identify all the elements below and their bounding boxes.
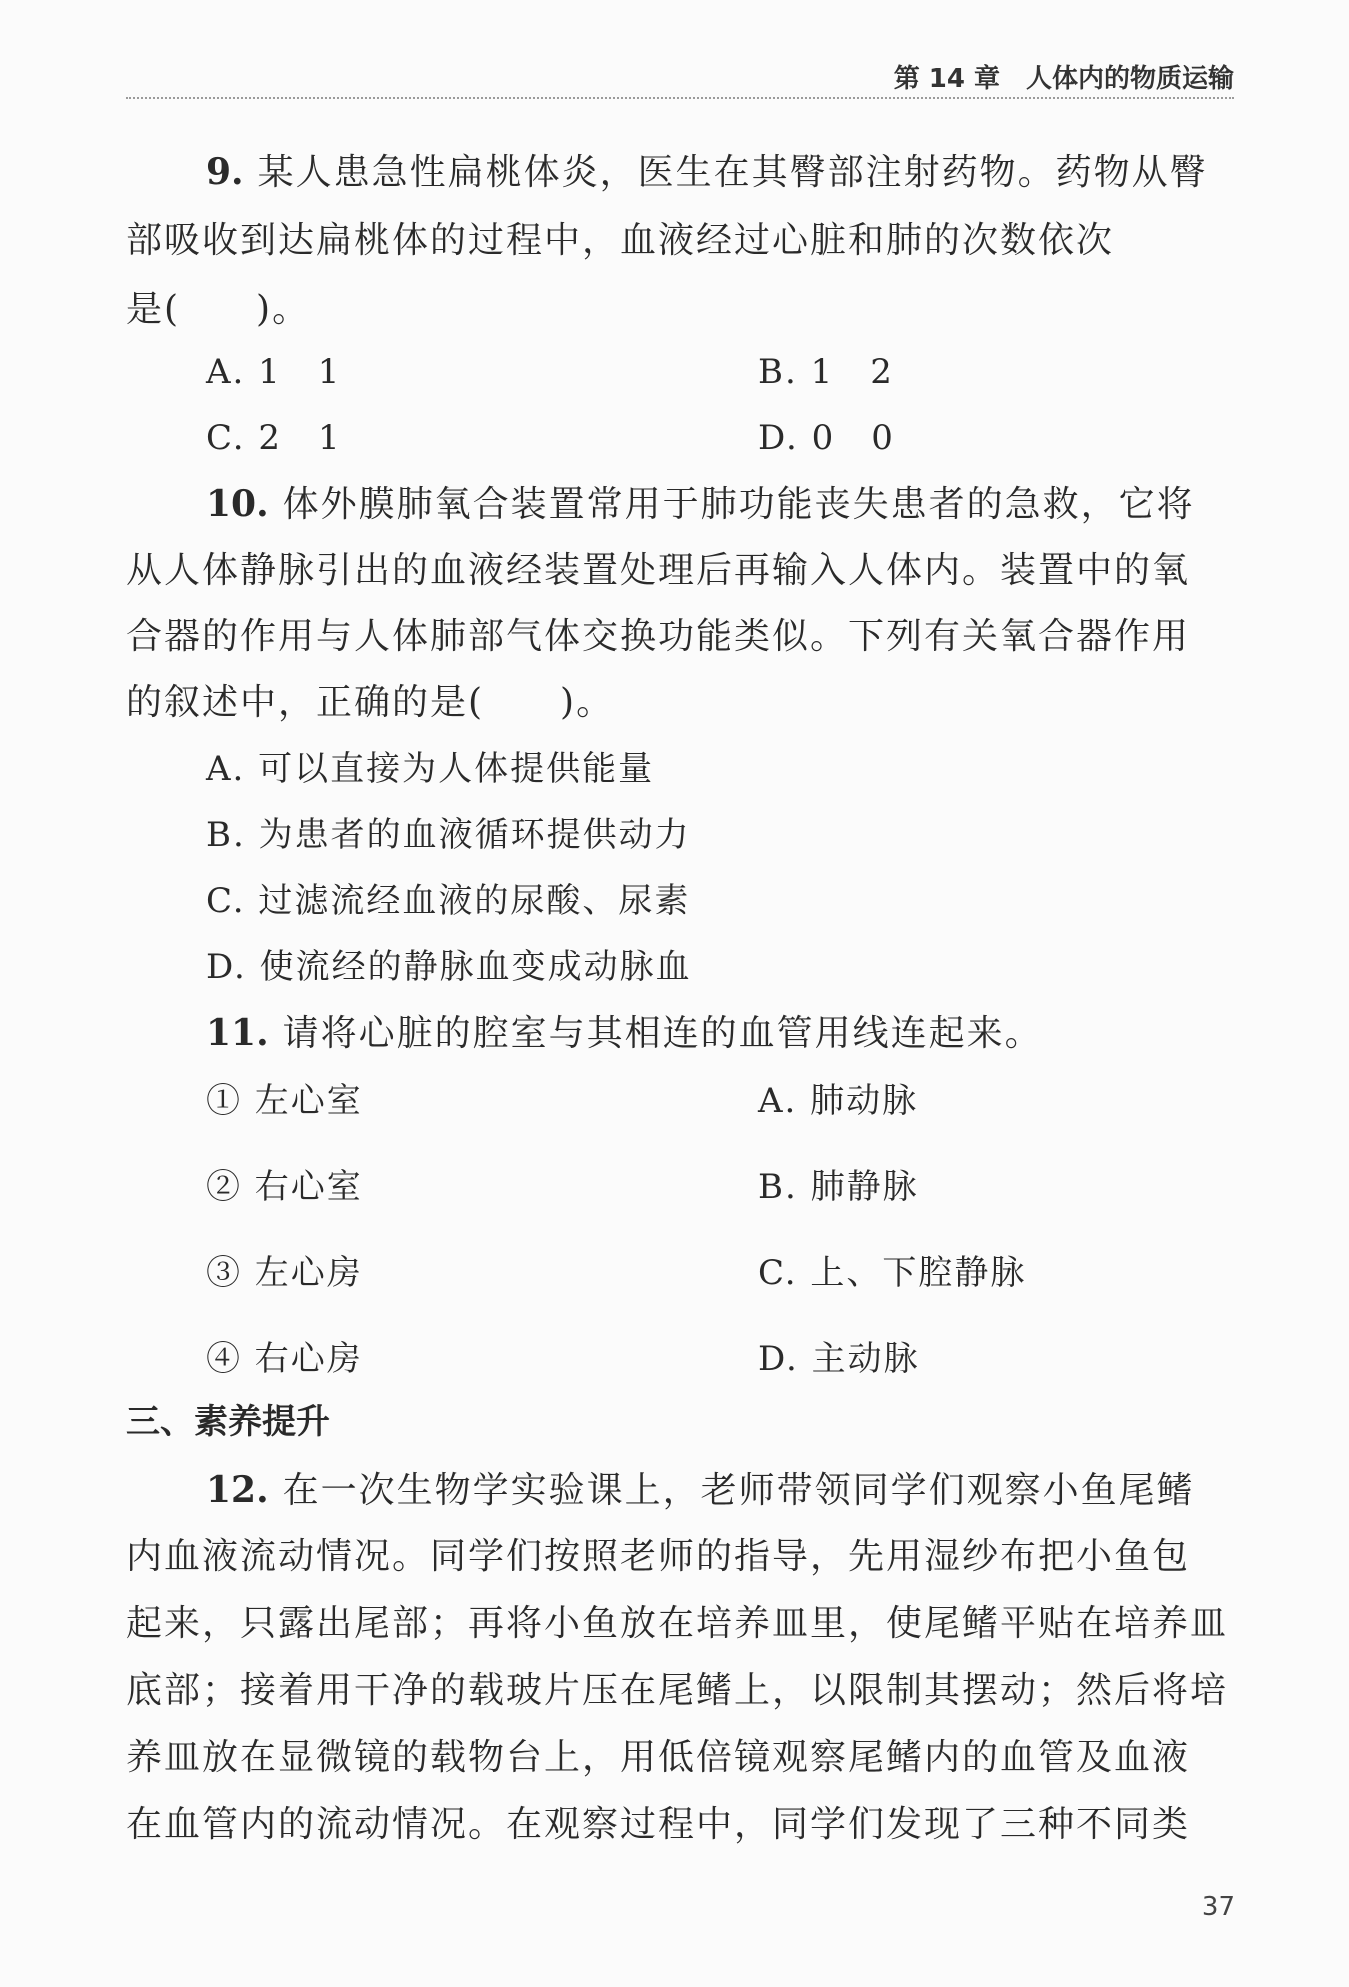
vessel-item: C. 上、下腔静脉 — [758, 1253, 1027, 1293]
chapter-title: 人体内的物质运输 — [1025, 64, 1234, 94]
question-text: 是( )。 — [126, 289, 311, 330]
chamber-item: ② 右心室 — [206, 1167, 363, 1207]
question-text: 内血液流动情况。同学们按照老师的指导，先用湿纱布把小鱼包 — [126, 1536, 1191, 1577]
question-number: 10. — [206, 483, 269, 525]
question-text: 部吸收到达扁桃体的过程中，血液经过心脏和肺的次数依次 — [126, 220, 1115, 261]
vessel-item: D. 主动脉 — [758, 1339, 920, 1379]
page-number: 37 — [1201, 1892, 1235, 1922]
question-text: 底部；接着用干净的载玻片压在尾鳍上，以限制其摆动；然后将培 — [126, 1670, 1229, 1711]
option-a: A. 可以直接为人体提供能量 — [206, 749, 655, 789]
question-text: 养皿放在显微镜的载物台上，用低倍镜观察尾鳍内的血管及血液 — [126, 1737, 1191, 1778]
option-b: B. 1 2 — [758, 352, 894, 392]
section-heading: 三、素养提升 — [126, 1402, 330, 1442]
question-text: 在一次生物学实验课上，老师带领同学们观察小鱼尾鳍 — [282, 1470, 1195, 1511]
question-text: 从人体静脉引出的血液经装置处理后再输入人体内。装置中的氧 — [126, 550, 1191, 591]
header-rule — [126, 97, 1234, 99]
question-number: 12. — [206, 1469, 269, 1511]
question-number: 11. — [206, 1012, 269, 1054]
question-text: 合器的作用与人体肺部气体交换功能类似。下列有关氧合器作用 — [126, 616, 1191, 657]
option-c: C. 过滤流经血液的尿酸、尿素 — [206, 881, 691, 921]
option-c: C. 2 1 — [206, 418, 342, 458]
question-text: 起来，只露出尾部；再将小鱼放在培养皿里，使尾鳍平贴在培养皿 — [126, 1603, 1229, 1644]
vessel-item: A. 肺动脉 — [758, 1081, 919, 1121]
question-text: 请将心脏的腔室与其相连的血管用线连起来。 — [282, 1013, 1043, 1054]
chamber-item: ① 左心室 — [206, 1081, 363, 1121]
question-number: 9. — [206, 151, 244, 193]
question-text: 在血管内的流动情况。在观察过程中，同学们发现了三种不同类 — [126, 1804, 1191, 1845]
question-text: 的叙述中，正确的是( )。 — [126, 682, 615, 723]
question-text: 体外膜肺氧合装置常用于肺功能丧失患者的急救，它将 — [282, 484, 1195, 525]
option-d: D. 0 0 — [758, 418, 895, 458]
vessel-item: B. 肺静脉 — [758, 1167, 919, 1207]
chamber-item: ④ 右心房 — [206, 1339, 363, 1379]
option-b: B. 为患者的血液循环提供动力 — [206, 815, 691, 855]
option-a: A. 1 1 — [206, 352, 342, 392]
running-header — [126, 58, 1234, 95]
chamber-item: ③ 左心房 — [206, 1253, 363, 1293]
option-d: D. 使流经的静脉血变成动脉血 — [206, 947, 692, 987]
chapter-number: 第 14 章 — [893, 64, 1000, 94]
question-text: 某人患急性扁桃体炎，医生在其臀部注射药物。药物从臀 — [257, 152, 1208, 193]
